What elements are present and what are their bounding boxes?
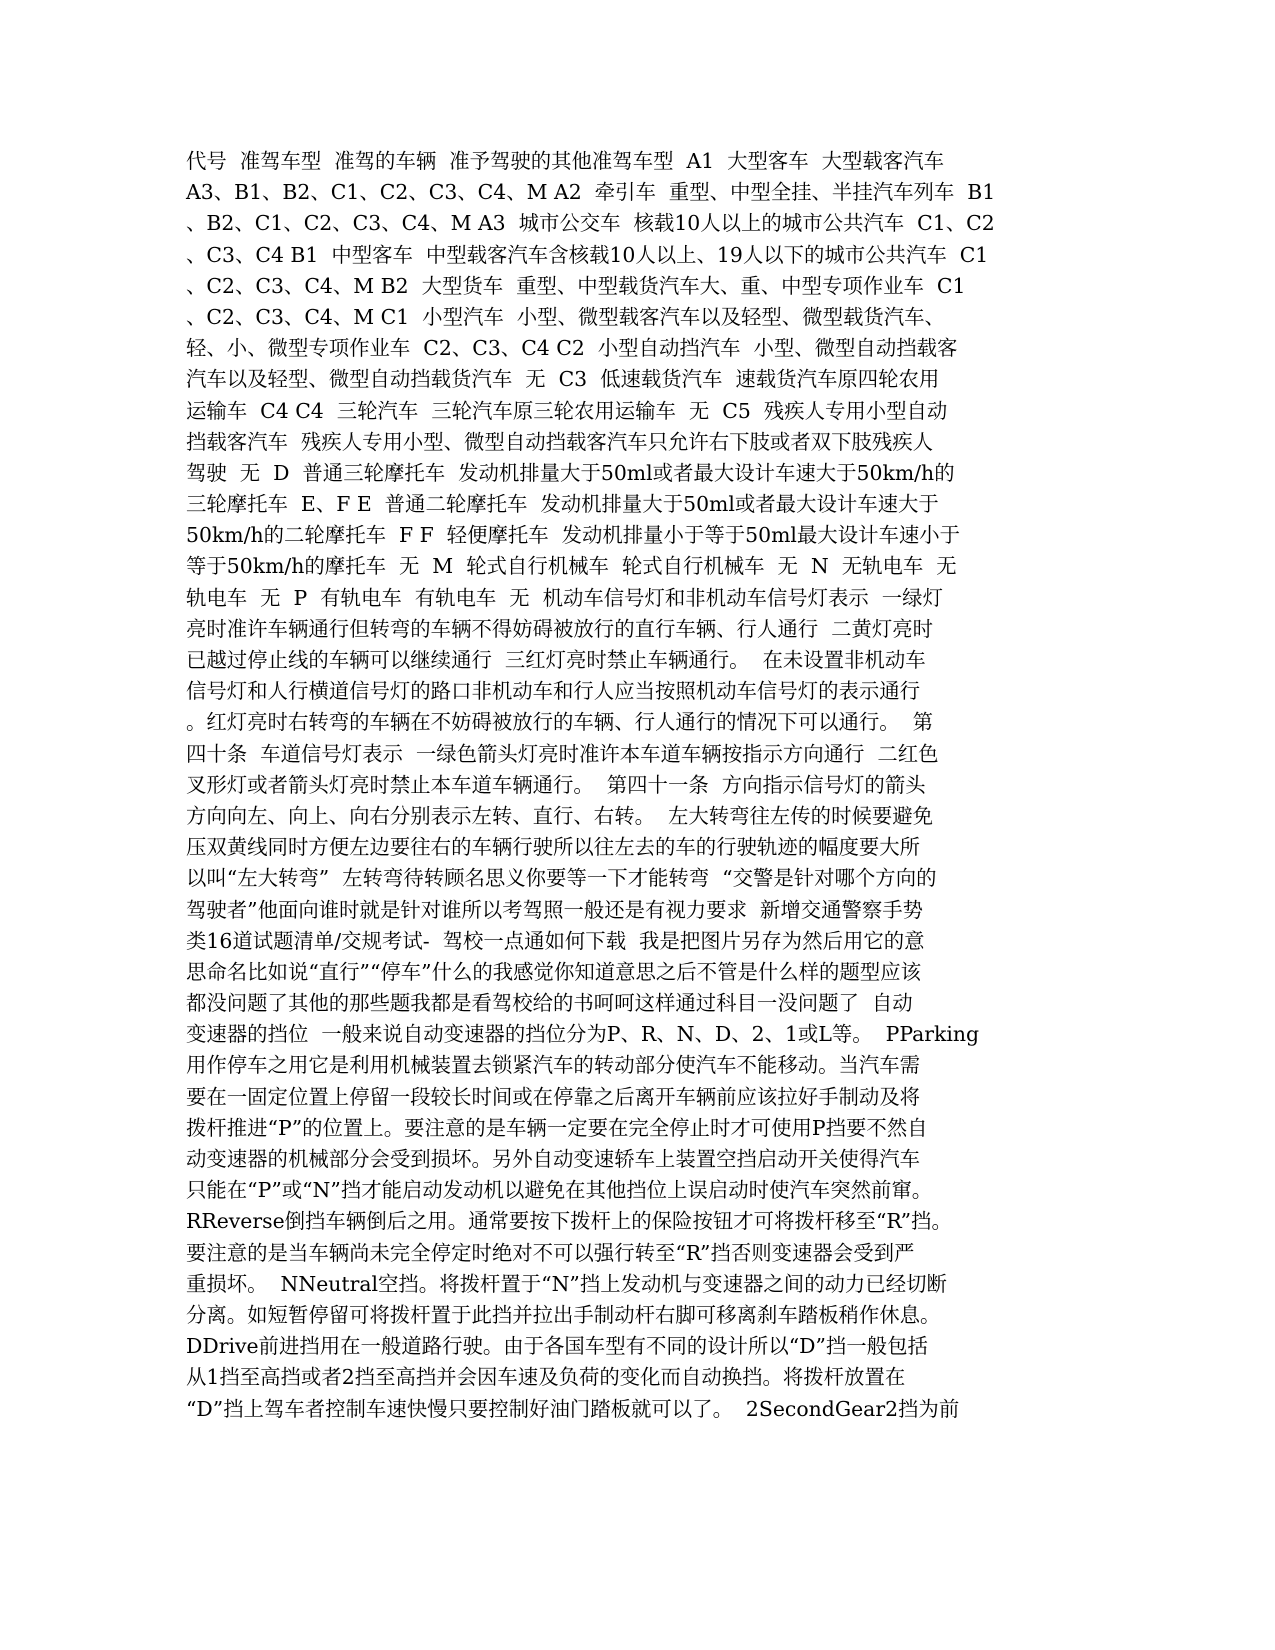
text-line: 只能在“P”或“N”挡才能启动发动机以避免在其他挡位上误启动时使汽车突然前窜。 — [186, 1178, 933, 1203]
text-line: 类16道试题清单/交规考试- 驾校一点通如何下载 我是把图片另存为然后用它的意 — [186, 928, 925, 953]
text-line: 亮时准许车辆通行但转弯的车辆不得妨碍被放行的直行车辆、行人通行 二黄灯亮时 — [186, 616, 934, 641]
text-line: 、C3、C4 B1 中型客车 中型载客汽车含核载10人以上、19人以下的城市公共汽车 C1 — [186, 242, 989, 267]
text-line: 50km/h的二轮摩托车 F F 轻便摩托车 发动机排量小于等于50ml最大设计车速小于 — [186, 523, 961, 548]
text-line: RReverse倒挡车辆倒后之用。通常要按下拨杆上的保险按钮才可将拨杆移至“R”挡。 — [186, 1209, 952, 1234]
text-line: 三轮摩托车 E、F E 普通二轮摩托车 发动机排量大于50ml或者最大设计车速大于 — [186, 492, 939, 517]
text-line: 、C2、C3、C4、M B2 大型货车 重型、中型载货汽车大、重、中型专项作业车 C1 — [186, 273, 966, 298]
text-line: 已越过停止线的车辆可以继续通行 三红灯亮时禁止车辆通行。 在未设置非机动车 — [186, 648, 926, 672]
text-line: 分离。如短暂停留可将拨杆置于此挡并拉出手制动杆右脚可移离刹车踏板稍作休息。 — [186, 1302, 941, 1327]
text-line: 从1挡至高挡或者2挡至高挡并会因车速及负荷的变化而自动换挡。将拨杆放置在 — [186, 1365, 906, 1390]
text-line: 、C2、C3、C4、M C1 小型汽车 小型、微型载客汽车以及轻型、微型载货汽车、 — [186, 304, 945, 329]
text-line: A3、B1、B2、C1、C2、C3、C4、M A2 牵引车 重型、中型全挂、半挂汽车列车 B1 — [186, 180, 996, 205]
text-line: 重损坏。 NNeutral空挡。将拨杆置于“N”挡上发动机与变速器之间的动力已经切断 — [186, 1271, 947, 1296]
text-line: 代号 准驾车型 准驾的车辆 准予驾驶的其他准驾车型 A1 大型客车 大型载客汽车 — [186, 149, 944, 173]
text-line: 。红灯亮时右转弯的车辆在不妨碍被放行的车辆、行人通行的情况下可以通行。 第 — [186, 710, 934, 735]
text-line: 驾驶者”他面向谁时就是针对谁所以考驾照一般还是有视力要求 新增交通警察手势 — [186, 897, 924, 922]
text-line: 思命名比如说“直行”“停车”什么的我感觉你知道意思之后不管是什么样的题型应该 — [186, 959, 921, 984]
text-line: 轨电车 无 P 有轨电车 有轨电车 无 机动车信号灯和非机动车信号灯表示 一绿灯 — [186, 585, 943, 610]
text-line: 轻、小、微型专项作业车 C2、C3、C4 C2 小型自动挡汽车 小型、微型自动挡载客 — [186, 336, 958, 361]
text-line: 四十条 车道信号灯表示 一绿色箭头灯亮时准许本车道车辆按指示方向通行 二红色 — [186, 741, 939, 766]
text-line: DDrive前进挡用在一般道路行驶。由于各国车型有不同的设计所以“D”挡一般包括 — [186, 1334, 928, 1359]
text-line: 方向向左、向上、向右分别表示左转、直行、右转。 左大转弯往左传的时候要避免 — [186, 803, 934, 828]
text-line: 要注意的是当车辆尚未完全停定时绝对不可以强行转至“R”挡否则变速器会受到严 — [186, 1240, 915, 1265]
text-line: 要在一固定位置上停留一段较长时间或在停靠之后离开车辆前应该拉好手制动及将 — [186, 1084, 921, 1109]
text-line: 以叫“左大转弯” 左转弯待转顾名思义你要等一下才能转弯 “交警是针对哪个方向的 — [186, 866, 937, 891]
text-line: 挡载客汽车 残疾人专用小型、微型自动挡载客汽车只允许右下肢或者双下肢残疾人 — [186, 429, 934, 454]
body-text — [186, 146, 1086, 1425]
text-line: 、B2、C1、C2、C3、C4、M A3 城市公交车 核载10人以上的城市公共汽车 C1、C2 — [186, 211, 995, 236]
text-line: 汽车以及轻型、微型自动挡载货汽车 无 C3 低速载货汽车 速载货汽车原四轮农用 — [186, 367, 940, 392]
text-line: 动变速器的机械部分会受到损坏。另外自动变速轿车上装置空挡启动开关使得汽车 — [186, 1147, 921, 1171]
text-line: 都没问题了其他的那些题我都是看驾校给的书呵呵这样通过科目一没问题了 自动 — [186, 991, 913, 1016]
text-line: 叉形灯或者箭头灯亮时禁止本车道车辆通行。 第四十一条 方向指示信号灯的箭头 — [186, 772, 926, 797]
text-line: 压双黄线同时方便左边要往右的车辆行驶所以往左去的车的行驶轨迹的幅度要大所 — [186, 835, 921, 860]
text-line: 等于50km/h的摩托车 无 M 轮式自行机械车 轮式自行机械车 无 N 无轨电车 无 — [186, 554, 957, 579]
text-line: 变速器的挡位 一般来说自动变速器的挡位分为P、R、N、D、2、1或L等。 PParking — [186, 1022, 980, 1047]
text-line: 拨杆推进“P”的位置上。要注意的是车辆一定要在完全停止时才可使用P挡要不然自 — [186, 1115, 928, 1140]
text-line: 信号灯和人行横道信号灯的路口非机动车和行人应当按照机动车信号灯的表示通行 — [186, 679, 921, 704]
text-line: “D”挡上驾车者控制车速快慢只要控制好油门踏板就可以了。 2SecondGear2挡为前 — [186, 1396, 960, 1421]
text-line: 运输车 C4 C4 三轮汽车 三轮汽车原三轮农用运输车 无 C5 残疾人专用小型自动 — [186, 398, 948, 423]
text-line: 用作停车之用它是利用机械装置去锁紧汽车的转动部分使汽车不能移动。当汽车需 — [186, 1053, 921, 1078]
text-line: 驾驶 无 D 普通三轮摩托车 发动机排量大于50ml或者最大设计车速大于50km/h的 — [186, 460, 955, 485]
